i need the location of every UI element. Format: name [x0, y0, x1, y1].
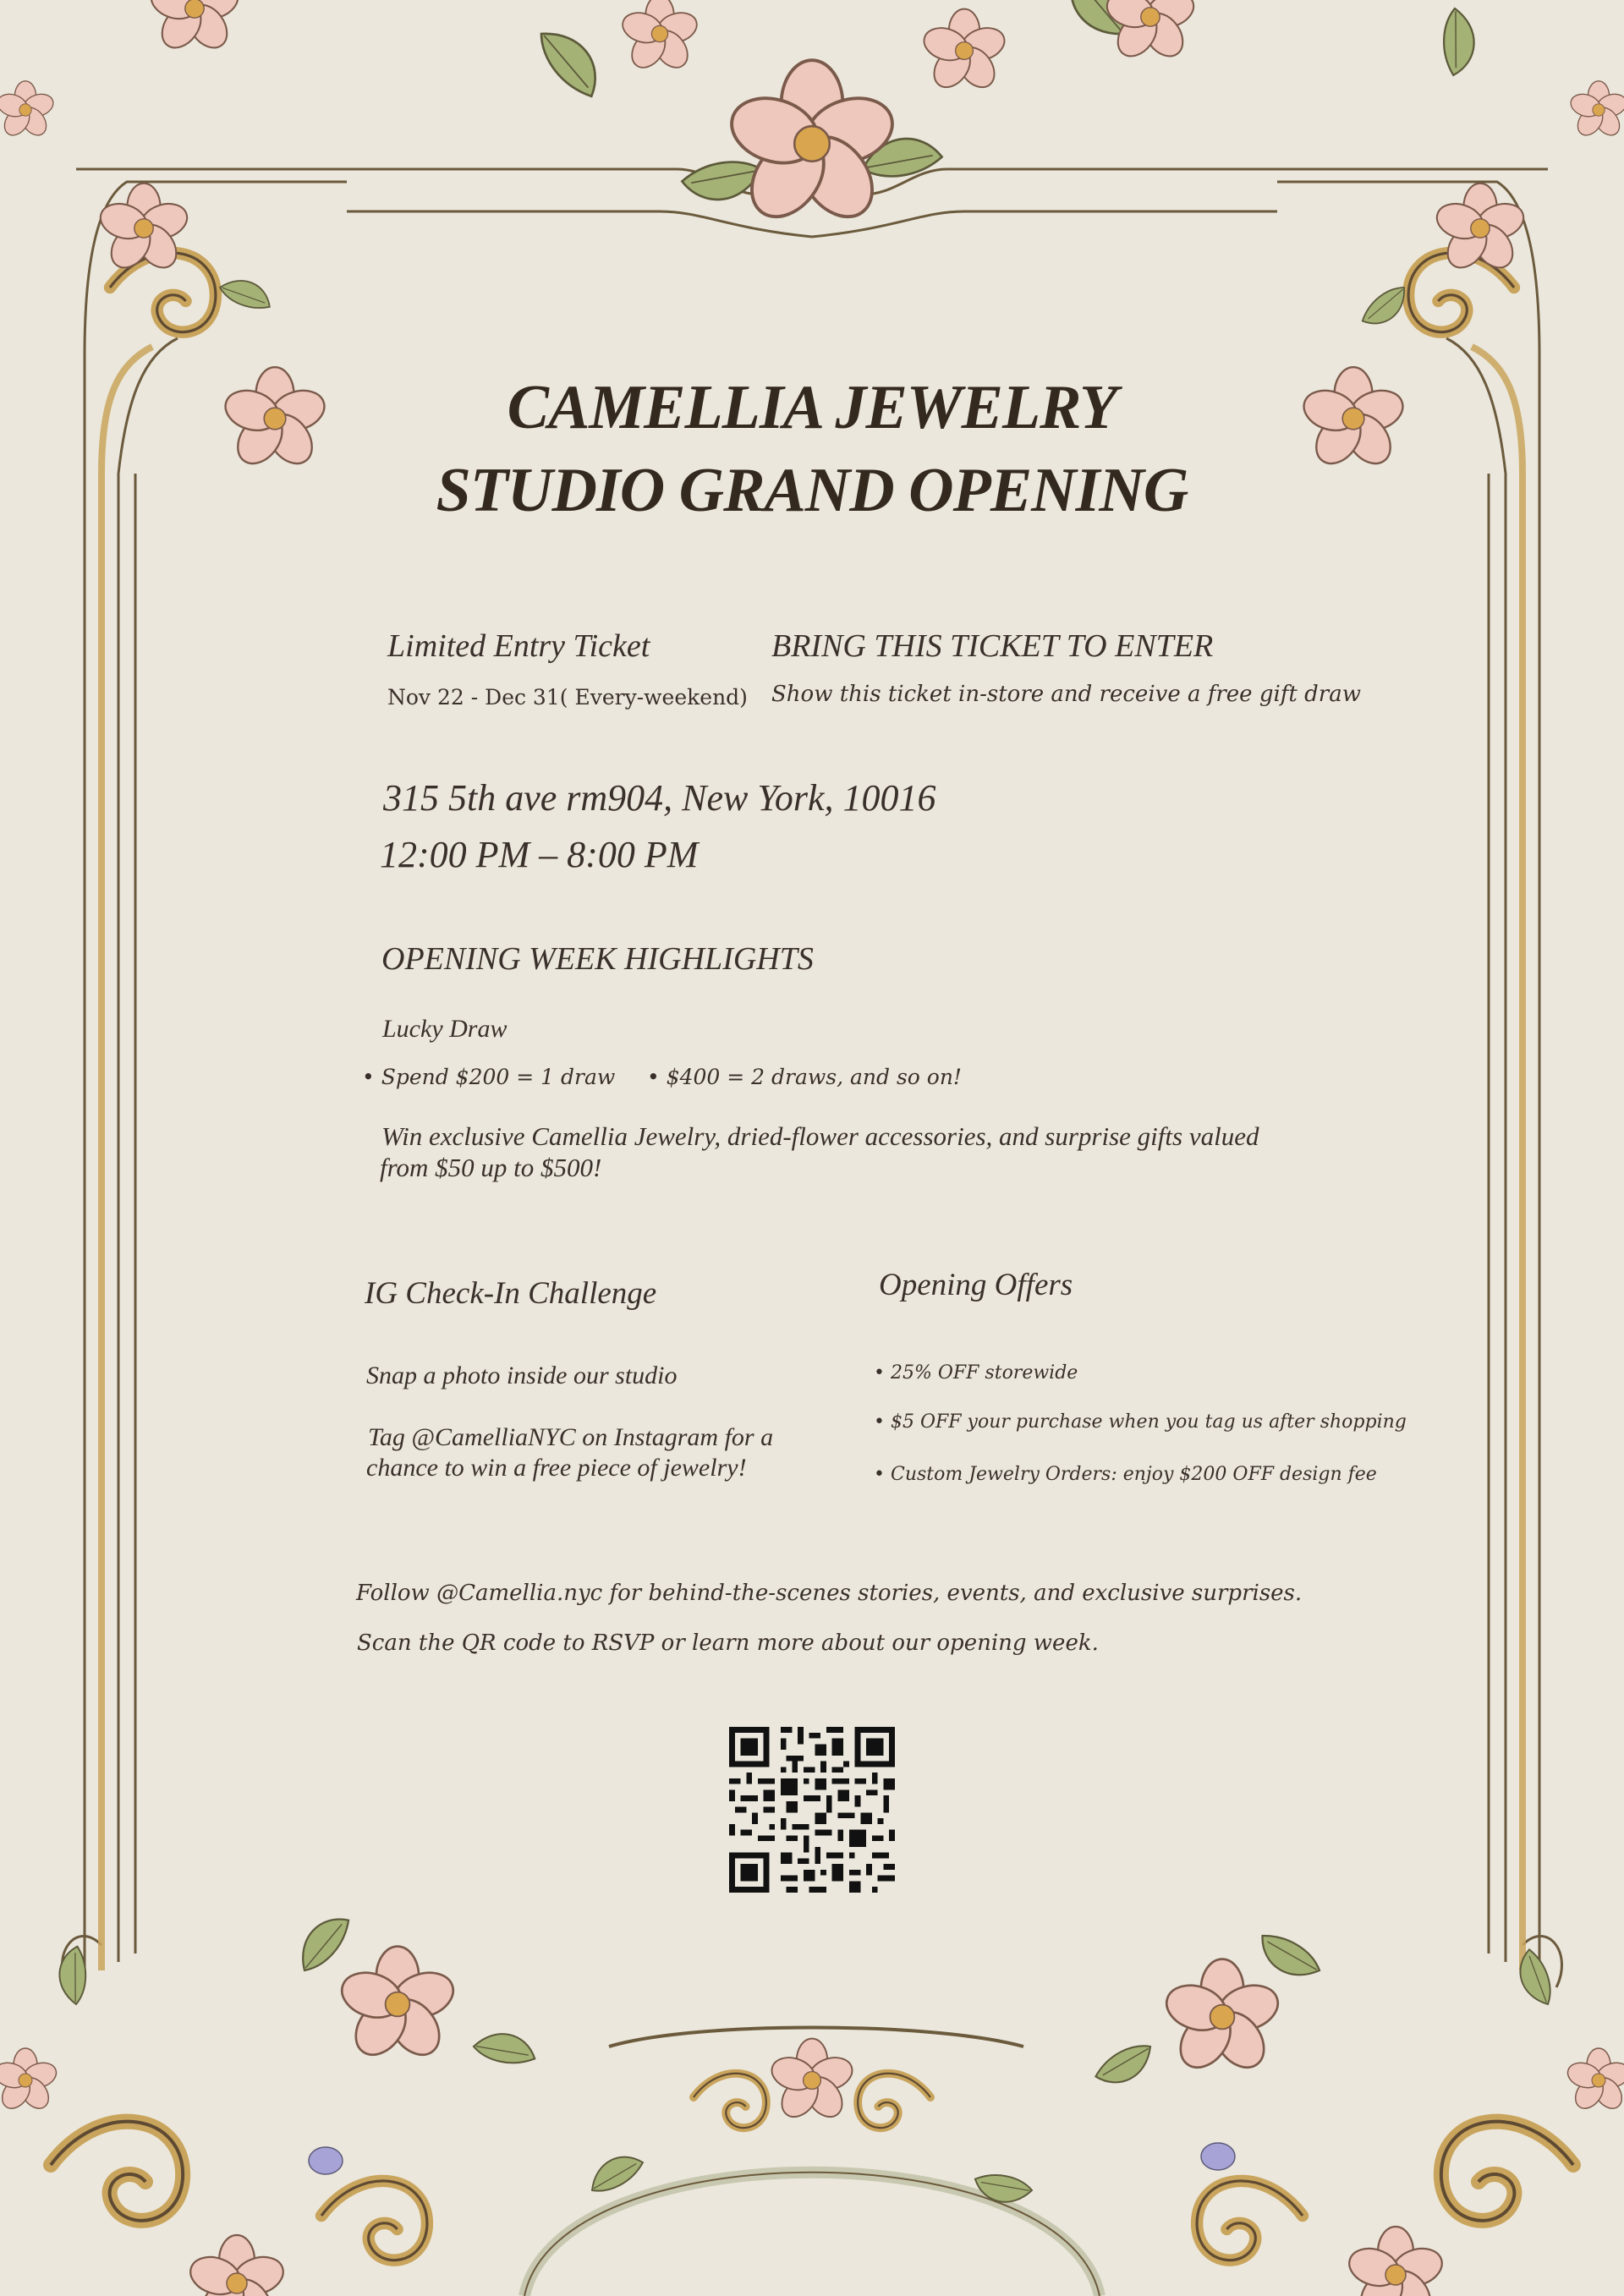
- offers-heading: Opening Offers: [879, 1268, 1073, 1302]
- draw-bullet-1: [362, 1065, 615, 1089]
- draw-bullet-1-text: Spend $200 = 1 draw: [381, 1065, 616, 1089]
- bullet-dot: •: [874, 1411, 891, 1433]
- ticket-dates: Nov 22 - Dec 31( Every-weekend): [387, 685, 748, 710]
- win-text-line2: from $50 up to $500!: [380, 1153, 602, 1182]
- draw-bullet-2: [647, 1065, 962, 1089]
- offer-item: [874, 1464, 1377, 1485]
- offer-item: [874, 1362, 1078, 1384]
- win-text-line1: Win exclusive Camellia Jewelry, dried-flower accessories, and surprise gifts valued: [381, 1121, 1259, 1151]
- bring-ticket-sub: Show this ticket in-store and receive a free gift draw: [771, 682, 1361, 707]
- draw-bullet-2-text: $400 = 2 draws, and so on!: [666, 1065, 962, 1089]
- page-title-line1: CAMELLIA JEWELRY: [507, 373, 1117, 442]
- highlights-heading: OPENING WEEK HIGHLIGHTS: [381, 941, 814, 977]
- ig-tag-line2: chance to win a free piece of jewelry!: [366, 1454, 747, 1482]
- qr-code-icon[interactable]: [729, 1727, 895, 1893]
- offer-item-text: 25% OFF storewide: [890, 1362, 1078, 1384]
- bullet-dot: •: [362, 1065, 381, 1089]
- ig-snap-text: Snap a photo inside our studio: [366, 1362, 678, 1389]
- ig-tag-line1: Tag @CamelliaNYC on Instagram for a: [368, 1423, 774, 1451]
- ig-challenge-heading: IG Check-In Challenge: [365, 1276, 657, 1311]
- scan-text: Scan the QR code to RSVP or learn more about our opening week.: [357, 1630, 1099, 1656]
- bring-ticket-heading: BRING THIS TICKET TO ENTER: [771, 628, 1214, 664]
- bullet-dot: •: [874, 1362, 891, 1384]
- offer-item: [874, 1411, 1407, 1433]
- address: 315 5th ave rm904, New York, 10016: [383, 777, 936, 819]
- opening-hours: 12:00 PM – 8:00 PM: [380, 834, 699, 875]
- offer-item-text: Custom Jewelry Orders: enjoy $200 OFF design fee: [890, 1464, 1377, 1485]
- bullet-dot: •: [874, 1464, 891, 1485]
- ticket-heading: Limited Entry Ticket: [387, 628, 650, 664]
- follow-text: Follow @Camellia.nyc for behind-the-scenes stories, events, and exclusive surprises.: [356, 1581, 1303, 1606]
- bullet-dot: •: [647, 1065, 667, 1089]
- page-title-line2: STUDIO GRAND OPENING: [436, 456, 1188, 525]
- offer-item-text: $5 OFF your purchase when you tag us after shopping: [890, 1411, 1407, 1433]
- lucky-draw-label: Lucky Draw: [382, 1015, 508, 1043]
